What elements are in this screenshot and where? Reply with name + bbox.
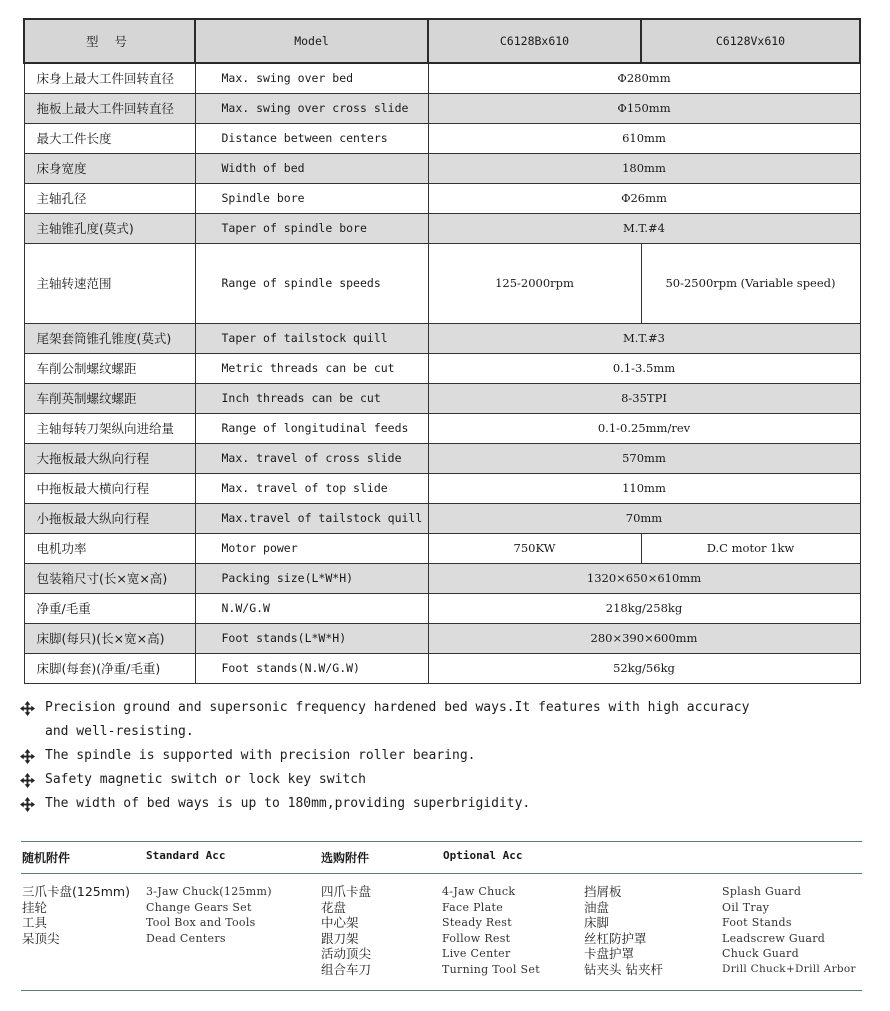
spec-row: [24, 593, 860, 623]
spec-value-model-b: 125-2000rpm: [428, 243, 641, 323]
list-item: Leadscrew Guard: [722, 931, 826, 945]
list-item: Oil Tray: [722, 900, 770, 914]
spec-label-en: Motor power: [195, 533, 428, 563]
list-item: Change Gears Set: [146, 900, 252, 914]
spec-label-cn: 拖板上最大工件回转直径: [24, 93, 195, 123]
list-item: Tool Box and Tools: [146, 916, 256, 930]
spec-label-en: Max.travel of tailstock quill: [195, 503, 428, 533]
spec-row: [24, 473, 860, 503]
list-item: Steady Rest: [442, 916, 512, 930]
list-item: 挡屑板: [584, 884, 622, 899]
list-item: 三爪卡盘(125mm): [22, 884, 130, 899]
spec-label-en: Distance between centers: [195, 123, 428, 153]
spec-row: [24, 623, 860, 653]
list-item: 钻夹头 钻夹杆: [584, 961, 663, 977]
feature-text: The width of bed ways is up to 180mm,providing superbrigidity.: [45, 796, 531, 811]
spec-row: [24, 323, 860, 353]
header-model-v: C6128Vx610: [641, 19, 860, 63]
spec-label-en: Range of spindle speeds: [195, 243, 428, 323]
spec-value: 70mm: [428, 503, 860, 533]
spec-label-cn: 床身宽度: [24, 153, 195, 183]
spec-value: 280×390×600mm: [428, 623, 860, 653]
spec-row: [24, 563, 860, 593]
spec-label-cn: 最大工件长度: [24, 123, 195, 153]
list-item: 四爪卡盘: [321, 884, 372, 899]
list-item: 挂轮: [22, 899, 48, 915]
accessories-header-rule: [21, 873, 862, 874]
list-item: Foot Stands: [722, 916, 792, 930]
list-item: Splash Guard: [722, 885, 802, 898]
spec-label-cn: 包装箱尺寸(长×宽×高): [24, 563, 195, 593]
spec-value: 610mm: [428, 123, 860, 153]
feature-continuation: [20, 720, 870, 744]
spec-label-en: N.W/G.W: [195, 593, 428, 623]
spec-value: M.T.#3: [428, 323, 860, 353]
spec-label-en: Max. swing over bed: [195, 63, 428, 93]
spec-value: 8-35TPI: [428, 383, 860, 413]
spec-label-cn: 小拖板最大纵向行程: [24, 503, 195, 533]
four-way-arrow-bullet-icon: [20, 701, 35, 716]
optional-acc-list-cn-1: [321, 884, 371, 978]
spec-value: 110mm: [428, 473, 860, 503]
spec-label-en: Taper of spindle bore: [195, 213, 428, 243]
spec-label-cn: 床脚(每套)(净重/毛重): [24, 653, 195, 683]
header-model-en: Model: [195, 19, 428, 63]
list-item: 组合车刀: [321, 961, 372, 977]
spec-label-cn: 主轴孔径: [24, 183, 195, 213]
list-item: 床脚: [584, 915, 610, 931]
optional-acc-list-cn-2: [584, 884, 663, 978]
spec-label-en: Foot stands(L*W*H): [195, 623, 428, 653]
spec-row: [24, 123, 860, 153]
list-item: Chuck Guard: [722, 947, 799, 961]
header-model-b: C6128Bx610: [428, 19, 641, 63]
list-item: 工具: [22, 915, 48, 931]
spec-value: Φ280mm: [428, 63, 860, 93]
spec-label-en: Max. swing over cross slide: [195, 93, 428, 123]
feature-text: Precision ground and supersonic frequency hardened bed ways.It features with high accuracy: [45, 700, 750, 715]
spec-value-model-b: 750KW: [428, 533, 641, 563]
spec-label-en: Inch threads can be cut: [195, 383, 428, 413]
spec-header-row: [24, 19, 860, 63]
feature-item: [20, 744, 870, 768]
spec-value: 218kg/258kg: [428, 593, 860, 623]
spec-label-cn: 床脚(每只)(长×宽×高): [24, 623, 195, 653]
spec-value: 0.1-3.5mm: [428, 353, 860, 383]
spec-value: 0.1-0.25mm/rev: [428, 413, 860, 443]
spec-value: 570mm: [428, 443, 860, 473]
spec-label-cn: 车削英制螺纹螺距: [24, 383, 195, 413]
spec-value: Φ150mm: [428, 93, 860, 123]
spec-row: [24, 183, 860, 213]
spec-label-en: Range of longitudinal feeds: [195, 413, 428, 443]
feature-item: [20, 696, 870, 720]
spec-value: Φ26mm: [428, 183, 860, 213]
spec-label-cn: 主轴转速范围: [24, 243, 195, 323]
list-item: 丝杠防护罩: [584, 930, 647, 946]
spec-row: [24, 503, 860, 533]
spec-label-cn: 中拖板最大横向行程: [24, 473, 195, 503]
spec-row: [24, 353, 860, 383]
spec-label-en: Max. travel of cross slide: [195, 443, 428, 473]
list-item: 油盘: [584, 899, 610, 915]
spec-row: [24, 243, 860, 323]
spec-row: [24, 153, 860, 183]
four-way-arrow-bullet-icon: [20, 749, 35, 764]
optional-acc-title-en: Optional Acc: [443, 849, 523, 862]
list-item: 4-Jaw Chuck: [442, 885, 516, 898]
spec-label-en: Foot stands(N.W/G.W): [195, 653, 428, 683]
spec-label-en: Spindle bore: [195, 183, 428, 213]
list-item: 中心架: [321, 915, 359, 931]
standard-acc-title-en: Standard Acc: [146, 849, 226, 862]
standard-acc-list-en: [146, 884, 272, 946]
spec-label-en: Taper of tailstock quill: [195, 323, 428, 353]
four-way-arrow-bullet-icon: [20, 797, 35, 812]
spec-label-en: Packing size(L*W*H): [195, 563, 428, 593]
spec-label-cn: 床身上最大工件回转直径: [24, 63, 195, 93]
spec-row: [24, 383, 860, 413]
list-item: 呆顶尖: [22, 930, 60, 946]
list-item: Face Plate: [442, 900, 504, 914]
list-item: 跟刀架: [321, 930, 359, 946]
feature-item: [20, 792, 870, 816]
four-way-arrow-bullet-icon: [20, 773, 35, 788]
feature-list: [20, 696, 870, 816]
list-item: 活动顶尖: [321, 946, 372, 962]
list-item: Turning Tool Set: [442, 962, 540, 976]
spec-label-cn: 主轴每转刀架纵向进给量: [24, 413, 195, 443]
spec-row: [24, 533, 860, 563]
spec-label-cn: 电机功率: [24, 533, 195, 563]
list-item: Follow Rest: [442, 931, 511, 945]
list-item: Drill Chuck+Drill Arbor: [722, 962, 856, 975]
optional-acc-list-en-2: [722, 884, 856, 978]
list-item: 3-Jaw Chuck(125mm): [146, 885, 272, 898]
header-model-cn: 型 号: [24, 19, 195, 63]
list-item: 卡盘护罩: [584, 946, 635, 962]
feature-text: The spindle is supported with precision roller bearing.: [45, 748, 476, 763]
spec-row: [24, 443, 860, 473]
spec-label-en: Max. travel of top slide: [195, 473, 428, 503]
accessories-top-rule: [21, 841, 862, 842]
list-item: Dead Centers: [146, 931, 226, 945]
feature-item: [20, 768, 870, 792]
spec-label-en: Metric threads can be cut: [195, 353, 428, 383]
optional-acc-list-en-1: [442, 884, 540, 978]
standard-acc-list-cn: [22, 884, 130, 946]
spec-label-en: Width of bed: [195, 153, 428, 183]
spec-label-cn: 车削公制螺纹螺距: [24, 353, 195, 383]
list-item: 花盘: [321, 899, 347, 915]
accessories-bottom-rule: [21, 990, 862, 991]
list-item: Live Center: [442, 947, 511, 961]
optional-acc-title-cn: 选购附件: [321, 851, 370, 865]
spec-table: [23, 18, 861, 684]
spec-row: [24, 63, 860, 93]
spec-label-cn: 大拖板最大纵向行程: [24, 443, 195, 473]
spec-label-cn: 尾架套筒锥孔锥度(莫式): [24, 323, 195, 353]
feature-text: Safety magnetic switch or lock key switch: [45, 772, 366, 787]
spec-row: [24, 93, 860, 123]
spec-row: [24, 653, 860, 683]
spec-value: 52kg/56kg: [428, 653, 860, 683]
spec-value: M.T.#4: [428, 213, 860, 243]
spec-label-cn: 净重/毛重: [24, 593, 195, 623]
spec-row: [24, 413, 860, 443]
spec-value: 180mm: [428, 153, 860, 183]
feature-text: and well-resisting.: [45, 724, 194, 739]
spec-row: [24, 213, 860, 243]
spec-value-model-v: D.C motor 1kw: [641, 533, 860, 563]
standard-acc-title-cn: 随机附件: [22, 851, 71, 865]
spec-value-model-v: 50-2500rpm (Variable speed): [641, 243, 860, 323]
spec-value: 1320×650×610mm: [428, 563, 860, 593]
spec-label-cn: 主轴锥孔度(莫式): [24, 213, 195, 243]
